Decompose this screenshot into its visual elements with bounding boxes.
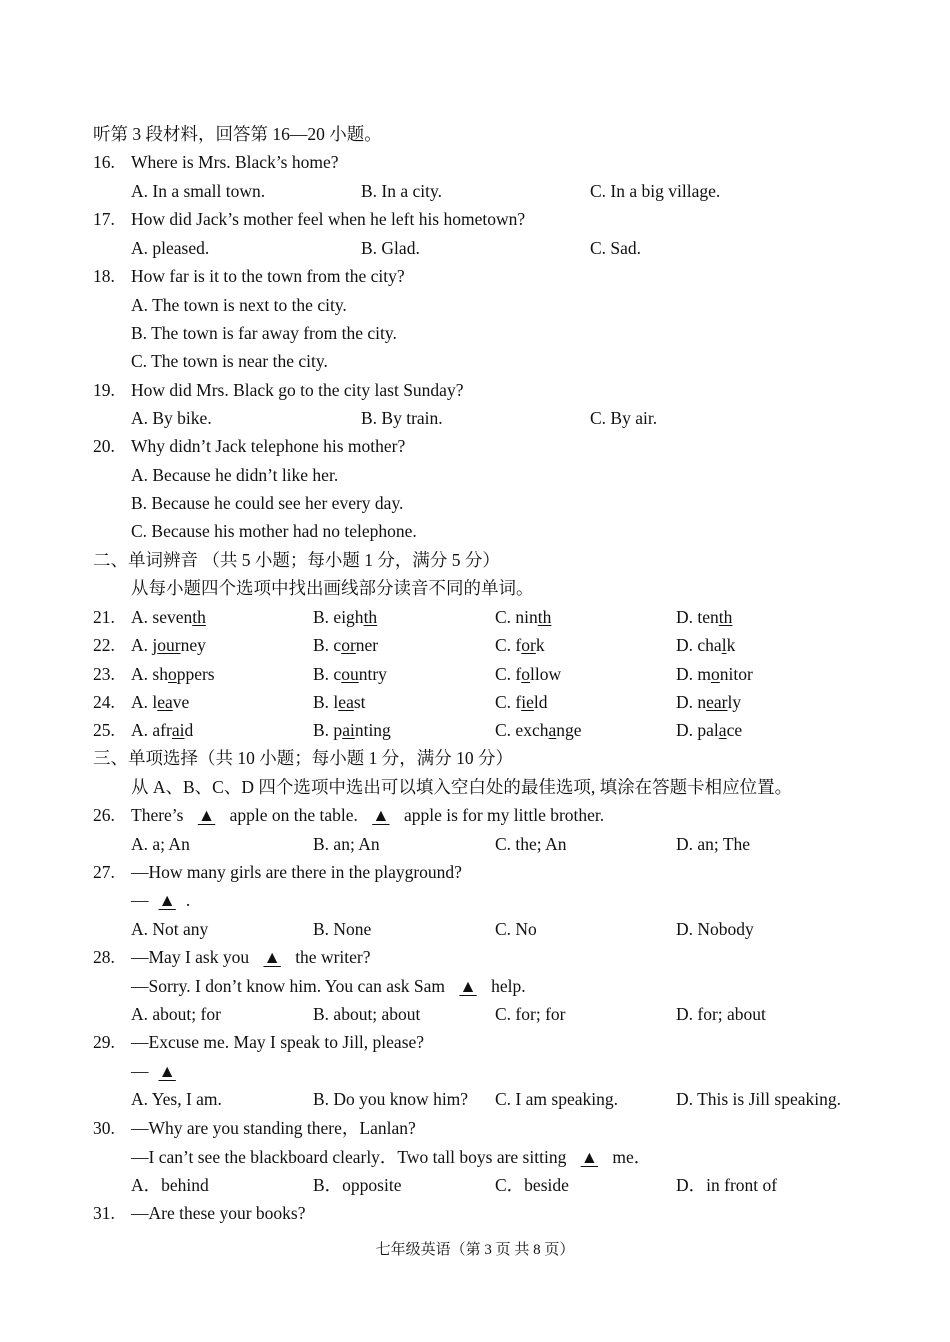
option-c: C. exchange (495, 720, 582, 740)
question-number: 18. (93, 266, 115, 286)
section-3-heading: 三、单项选择（共 10 小题；每小题 1 分，满分 10 分） (93, 748, 513, 768)
question-29-response: — ▲ (131, 1058, 186, 1084)
question-27-response: — ▲ . (131, 887, 190, 913)
option-b: B. Because he could see her every day. (131, 493, 404, 513)
underlined-part: or (521, 635, 536, 655)
option-d: D. nearly (676, 692, 742, 712)
question-17-options (131, 235, 871, 261)
phonetics-question (93, 689, 893, 715)
question-30-options (93, 1172, 893, 1198)
option-c: C. follow (495, 664, 562, 684)
option-c: C. Because his mother had no telephone. (131, 521, 417, 541)
option-a: A. about; for (131, 1004, 221, 1024)
option-b: B. None (313, 919, 372, 939)
underlined-part: th (192, 607, 206, 627)
option-a: A. Not any (131, 919, 209, 939)
option-b: B. an; An (313, 834, 380, 854)
option-a: A. The town is next to the city. (131, 295, 347, 315)
underlined-part: th (537, 607, 552, 627)
option-d: D. This is Jill speaking. (676, 1089, 841, 1109)
underlined-part: or (341, 635, 356, 655)
answer-blank: ▲ (459, 976, 477, 996)
option-d: D. for; about (676, 1004, 766, 1024)
option-b: B. In a city. (361, 181, 442, 201)
option-c: C. field (495, 692, 548, 712)
question-stem: —How many girls are there in the playground? (131, 862, 462, 882)
question-number: 27. (93, 862, 115, 882)
underlined-part: th (363, 607, 378, 627)
option-c: C. fork (495, 635, 545, 655)
option-a: A. leave (131, 692, 190, 712)
option-b: B. By train. (361, 408, 443, 428)
option-a: A. Yes, I am. (131, 1089, 222, 1109)
question-stem: —May I ask you ▲ the writer? (131, 944, 371, 970)
option-c: C. ninth (495, 607, 552, 627)
question-number: 19. (93, 380, 115, 400)
underlined-part: o (521, 664, 530, 684)
question-30-response: —I can’t see the blackboard clearly．Two tall boys are sitting ▲ me． (131, 1144, 651, 1170)
question-number: 16. (93, 152, 115, 172)
option-c: C. Sad. (590, 238, 642, 258)
option-b: B. least (313, 692, 366, 712)
option-a: A. shoppers (131, 664, 215, 684)
page-footer: 七年级英语（第 3 页 共 8 页） (375, 1242, 575, 1258)
option-b: B. corner (313, 635, 379, 655)
underlined-part: ie (521, 692, 534, 712)
question-number: 24. (93, 692, 115, 712)
question-number: 20. (93, 436, 115, 456)
question-number: 26. (93, 805, 115, 825)
underlined-part: a (548, 720, 557, 740)
question-16-options (131, 178, 871, 204)
option-b: B. about; about (313, 1004, 421, 1024)
section-2-instruction: 从每小题四个选项中找出画线部分读音不同的单词。 (131, 578, 534, 598)
option-b: B．opposite (313, 1175, 402, 1195)
question-28-options (93, 1001, 893, 1027)
option-a: A. journey (131, 635, 206, 655)
option-a: A. a; An (131, 834, 190, 854)
option-b: B. The town is far away from the city. (131, 323, 397, 343)
question-29-options (93, 1086, 893, 1112)
question-stem: There’s ▲ apple on the table. ▲ apple is for my little brother. (131, 802, 604, 828)
question-stem: Why didn’t Jack telephone his mother? (131, 436, 406, 456)
option-c: C. In a big village. (590, 181, 721, 201)
option-c: C. By air. (590, 408, 658, 428)
question-number: 31. (93, 1203, 115, 1223)
answer-blank: ▲ (263, 947, 281, 967)
part3-heading: 听第 3 段材料，回答第 16—20 小题。 (93, 124, 382, 144)
question-19-options (131, 405, 871, 431)
option-d: D. an; The (676, 834, 751, 854)
option-b: B. Do you know him? (313, 1089, 469, 1109)
question-number: 22. (93, 635, 115, 655)
phonetics-question (93, 632, 893, 658)
underlined-part: a (718, 720, 727, 740)
question-stem: —Why are you standing there，Lanlan? (131, 1118, 416, 1138)
underlined-part: ear (706, 692, 728, 712)
option-c: C．beside (495, 1175, 569, 1195)
question-stem: How did Mrs. Black go to the city last Sunday? (131, 380, 464, 400)
question-number: 17. (93, 209, 115, 229)
option-b: B. country (313, 664, 387, 684)
option-d: D. chalk (676, 635, 736, 655)
option-a: A. seventh (131, 607, 206, 627)
option-a: A. Because he didn’t like her. (131, 465, 339, 485)
answer-blank: ▲ (158, 1061, 176, 1081)
option-a: A. afraid (131, 720, 194, 740)
option-d: D．in front of (676, 1175, 778, 1195)
option-b: B. painting (313, 720, 391, 740)
question-number: 29. (93, 1032, 115, 1052)
option-d: D. tenth (676, 607, 733, 627)
option-c: C. No (495, 919, 537, 939)
underlined-part: ea (157, 692, 173, 712)
underlined-part: l (721, 635, 727, 655)
question-number: 30. (93, 1118, 115, 1138)
option-a: A. In a small town. (131, 181, 266, 201)
question-28-response: —Sorry. I don’t know him. You can ask Sam ▲ help. (131, 973, 526, 999)
answer-blank: ▲ (158, 890, 176, 910)
question-number: 21. (93, 607, 115, 627)
answer-blank: ▲ (372, 805, 390, 825)
option-b: B. Glad. (361, 238, 420, 258)
question-stem: How far is it to the town from the city? (131, 266, 405, 286)
question-stem: —Excuse me. May I speak to Jill, please? (131, 1032, 425, 1052)
section-2-heading: 二、单词辨音 （共 5 小题；每小题 1 分，满分 5 分） (93, 550, 500, 570)
phonetics-question (93, 717, 893, 743)
option-a: A. pleased. (131, 238, 210, 258)
option-c: C. The town is near the city. (131, 351, 328, 371)
option-d: D. monitor (676, 664, 753, 684)
underlined-part: ai (342, 720, 355, 740)
answer-blank: ▲ (197, 805, 216, 825)
answer-blank: ▲ (580, 1147, 599, 1167)
question-number: 28. (93, 947, 115, 967)
underlined-part: ea (338, 692, 354, 712)
section-3-instruction: 从 A、B、C、D 四个选项中选出可以填入空白处的最佳选项, 填涂在答题卡相应位置。 (131, 777, 793, 797)
question-number: 25. (93, 720, 115, 740)
underlined-part: th (718, 607, 733, 627)
option-d: D. palace (676, 720, 743, 740)
underlined-part: our (157, 635, 181, 655)
option-a: A. By bike. (131, 408, 212, 428)
option-a: A．behind (131, 1175, 209, 1195)
question-number: 23. (93, 664, 115, 684)
phonetics-question (93, 661, 893, 687)
option-c: C. for; for (495, 1004, 566, 1024)
question-stem: Where is Mrs. Black’s home? (131, 152, 339, 172)
underlined-part: ou (341, 664, 359, 684)
option-c: C. the; An (495, 834, 567, 854)
option-d: D. Nobody (676, 919, 754, 939)
question-26-options (93, 831, 893, 857)
option-b: B. eighth (313, 607, 378, 627)
phonetics-question (93, 604, 893, 630)
underlined-part: o (711, 664, 720, 684)
question-stem: —Are these your books? (131, 1203, 306, 1223)
underlined-part: o (167, 664, 177, 684)
underlined-part: ai (171, 720, 185, 740)
question-stem: How did Jack’s mother feel when he left his hometown? (131, 209, 526, 229)
option-c: C. I am speaking. (495, 1089, 618, 1109)
question-27-options (93, 916, 893, 942)
